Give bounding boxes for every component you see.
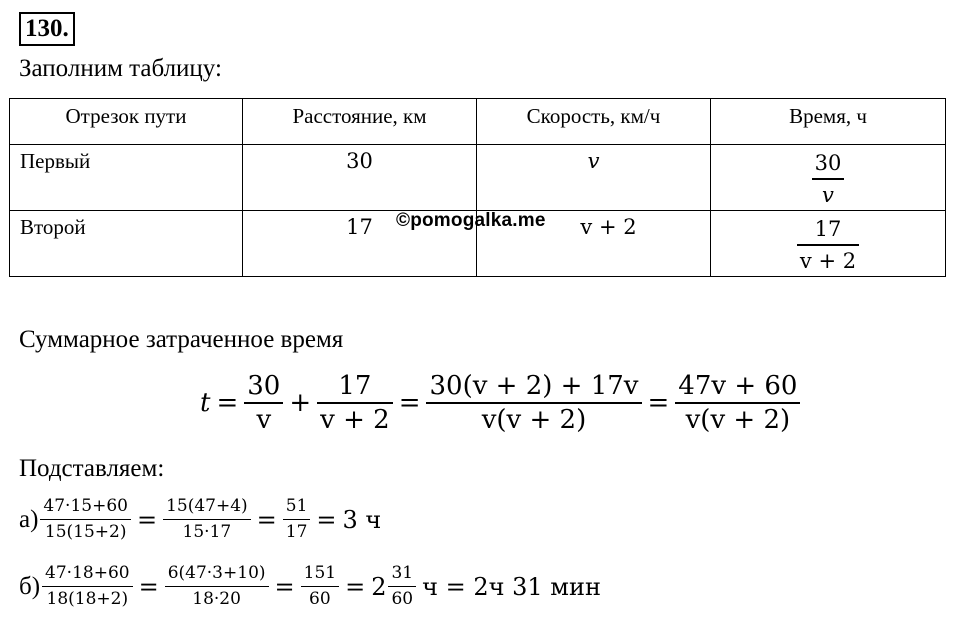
fraction-denominator: 18·20 (192, 589, 241, 610)
total-time-formula (200, 372, 800, 434)
table-header-row (10, 99, 946, 145)
fraction-numerator: 51 (285, 496, 308, 516)
fraction-numerator: 30 (814, 151, 842, 175)
distance-cell: 30 (243, 145, 477, 211)
header-segment: Отрезок пути (10, 99, 243, 145)
speed-cell: v (477, 145, 711, 211)
equals-sign: = (345, 572, 366, 601)
fraction-numerator: 15(47+4) (166, 496, 248, 516)
fraction-numerator: 47·18+60 (45, 563, 130, 583)
fraction-bar (244, 402, 283, 404)
plus-sign: + (289, 387, 312, 418)
watermark: ©pomogalka.me (396, 210, 546, 231)
distance-cell: 17 (243, 211, 477, 277)
fraction-denominator: v (822, 182, 834, 207)
equals-sign: = (274, 572, 295, 601)
equals-sign: = (216, 387, 239, 418)
fraction-bar (165, 586, 269, 587)
fraction-bar (283, 519, 311, 520)
header-distance: Расстояние, км (243, 99, 477, 145)
fraction-bar (163, 519, 251, 520)
fraction-bar (388, 586, 416, 587)
fraction-bar (675, 402, 800, 404)
sum-label: Суммарное затраченное время (19, 326, 344, 353)
fraction-numerator: 30 (247, 371, 281, 401)
fraction (165, 563, 269, 610)
time-cell (711, 211, 946, 277)
fraction-denominator: 15(15+2) (44, 522, 127, 543)
speed-cell: v + 2 (477, 211, 711, 277)
fraction-denominator: v + 2 (799, 248, 857, 273)
row-label: Второй (10, 211, 243, 277)
fraction-denominator: v (256, 404, 272, 435)
fraction-numerator: 47v + 60 (678, 371, 798, 401)
data-table (9, 98, 946, 277)
intro-text: Заполним таблицу: (19, 55, 222, 82)
fraction (283, 496, 311, 543)
equals-sign: = (316, 505, 337, 534)
part-a-calculation (19, 496, 381, 543)
fraction-bar (797, 244, 859, 246)
fraction (317, 372, 393, 434)
time-fraction (797, 215, 859, 275)
fraction-bar (42, 586, 133, 587)
substitute-label: Подставляем: (19, 455, 165, 482)
fraction-denominator: v(v + 2) (481, 404, 587, 435)
header-speed: Скорость, км/ч (477, 99, 711, 145)
fraction (40, 496, 131, 543)
fraction-denominator: 18(18+2) (46, 589, 129, 610)
fraction-numerator: 6(47·3+10) (167, 563, 266, 583)
fraction-denominator: 60 (309, 589, 331, 610)
part-label: а) (19, 505, 39, 533)
table-row (10, 145, 946, 211)
fraction (426, 372, 641, 434)
result: ч = 2ч 31 мин (422, 572, 601, 601)
equals-sign: = (256, 505, 277, 534)
fraction-denominator: v + 2 (320, 404, 390, 435)
time-variable: t (200, 387, 211, 418)
fraction-bar (812, 178, 845, 180)
part-label: б) (19, 572, 41, 600)
task-number: 130. (19, 12, 75, 46)
header-time: Время, ч (711, 99, 946, 145)
row-label: Первый (10, 145, 243, 211)
fraction-numerator: 17 (814, 217, 842, 241)
fraction-bar (40, 519, 131, 520)
fraction (388, 563, 416, 610)
fraction (163, 496, 251, 543)
fraction-numerator: 30(v + 2) + 17v (429, 371, 639, 401)
fraction-bar (426, 402, 641, 404)
equals-sign: = (136, 505, 158, 534)
equals-sign: = (398, 387, 421, 418)
fraction-denominator: 60 (391, 589, 414, 610)
fraction-bar (301, 586, 339, 587)
fraction (675, 372, 800, 434)
fraction-numerator: 151 (303, 563, 337, 583)
result: 3 ч (342, 505, 382, 534)
time-fraction (812, 149, 845, 209)
fraction (301, 563, 339, 610)
fraction-numerator: 31 (391, 563, 414, 583)
equals-sign: = (647, 387, 670, 418)
fraction (42, 563, 133, 610)
fraction-denominator: v(v + 2) (685, 404, 791, 435)
fraction-denominator: 15·17 (182, 522, 232, 543)
fraction (244, 372, 283, 434)
fraction-numerator: 17 (338, 371, 372, 401)
part-b-calculation (19, 563, 601, 610)
fraction-denominator: 17 (285, 522, 308, 543)
fraction-numerator: 47·15+60 (43, 496, 128, 516)
equals-sign: = (138, 572, 159, 601)
fraction-bar (317, 402, 393, 404)
mixed-whole: 2 (371, 572, 387, 601)
time-cell (711, 145, 946, 211)
